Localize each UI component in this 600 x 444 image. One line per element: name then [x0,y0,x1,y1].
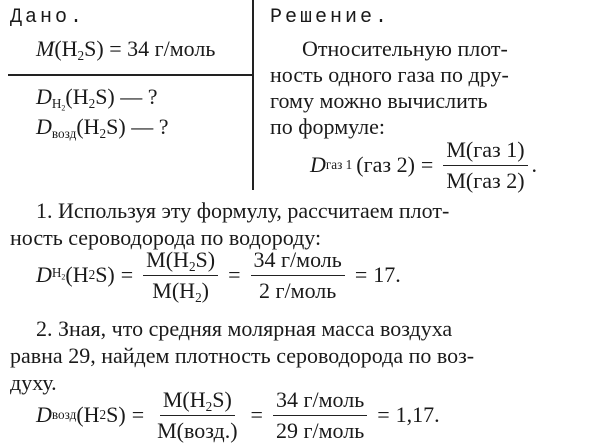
density-symbol: D [36,84,52,109]
formula-part: S) [106,402,126,427]
formula-part: M(H [146,246,189,272]
equals-sign: = [354,262,368,287]
equals-sign: = [420,152,434,177]
density-subsubscript: 2 [61,103,66,113]
result-value: 1,17. [395,402,440,427]
find-item [36,114,169,141]
density-symbol: D [36,262,52,287]
question-mark: — ? [114,84,158,109]
formula-subscript: 2 [99,125,107,141]
fraction [143,247,218,304]
formula-part: (H [65,262,89,287]
solution-heading: Решение. [270,6,391,29]
step2-line: равна 29, найдем плотность сероводорода по воз- [10,343,475,368]
fraction-denominator: 2 г/моль [259,277,337,303]
formula-part: S) [95,84,115,109]
formula-part: M(H [162,386,206,412]
question-mark: — ? [125,114,169,139]
fraction-denominator [149,276,212,304]
intro-line: ность одного газа по дру- [270,62,509,87]
fraction [251,247,345,304]
formula-part: ) [201,277,209,303]
formula-subscript: 2 [88,95,96,111]
density-symbol: D [36,114,52,139]
formula-part: S) [106,114,126,139]
period: . [531,152,538,177]
formula-part: (H [54,36,78,61]
fraction-denominator: M(возд.) [157,417,238,443]
formula-part: (H [76,114,100,139]
step2-line: духу. [10,370,57,395]
density-symbol: D [36,402,52,427]
formula-subscript: 2 [195,289,202,305]
fraction [443,137,527,194]
formula-subscript: 2 [77,47,85,63]
equals-sign: = [377,402,390,427]
molar-mass-symbol: M [36,36,55,61]
density-subsubscript: 2 [61,272,66,282]
fraction-numerator: 34 г/моль [273,387,367,416]
result-value: 17. [373,262,401,287]
intro-line: гому можно вычислить [270,88,488,113]
formula-part: (H [65,84,89,109]
density-subscript: H [51,264,62,280]
equals-sign: = [120,262,134,287]
fraction-numerator [143,247,218,276]
formula-part: S) [212,386,232,412]
equals-sign: = [250,402,263,427]
intro-line: Относительную плот- [302,36,508,61]
formula-part: S) [95,262,115,287]
fraction-numerator: M(газ 1) [443,137,527,166]
given-divider [8,74,252,76]
molar-mass-value: 34 г/моль [127,36,216,61]
formula-part: (H [76,402,100,427]
intro-line: по формуле: [270,114,386,139]
formula-part: S) [84,36,104,61]
formula-subscript: 2 [205,398,213,414]
fraction [273,387,367,444]
formula-subscript: 2 [188,258,196,274]
step2-formula: D возд (H 2 S) = $\frac{M(H_2S)}{\text{M(возд.)}}$ = $\frac{\text{34 г/моль}}{\text{29 г/моль}}$ = 1,17. [36,386,440,443]
density-subscript: возд [51,125,77,141]
fraction-numerator [160,387,235,416]
step1-formula: D $H_2$ (H 2 S) = $\frac{M(H_2S)}{M(H_2)}$ = $\frac{\text{34 г/моль}}{\text{2 г/моль}}$ = 17. [36,246,401,305]
step2-line: 2. Зная, что средняя молярная масса воздуха [36,316,453,341]
fraction-denominator: 29 г/моль [275,417,365,443]
step1-line: 1. Используя эту формулу, рассчитаем плот- [36,198,450,223]
formula-part: S) [195,246,216,272]
given-heading: Дано. [10,6,86,29]
density-subscript: H [51,95,62,111]
given-molar-mass [36,36,216,63]
vertical-divider [252,0,254,190]
formula-part: M(H [152,277,196,303]
equals-sign: = [228,262,241,287]
fraction-denominator: M(газ 2) [446,167,525,193]
equals-sign: = [131,402,145,427]
density-symbol: D [310,152,326,177]
fraction-numerator: 34 г/моль [251,247,345,276]
equals-sign: = [109,36,122,61]
fraction [154,387,240,444]
step1-line: ность сероводорода по водороду: [10,225,322,250]
general-density-formula: D газ 1 (газ 2) = $\frac{\text{M(газ 1)}}{\text{M(газ 2)}}$ . [310,136,538,193]
formula-argument: (газ 2) [356,152,415,177]
find-item [36,84,158,113]
